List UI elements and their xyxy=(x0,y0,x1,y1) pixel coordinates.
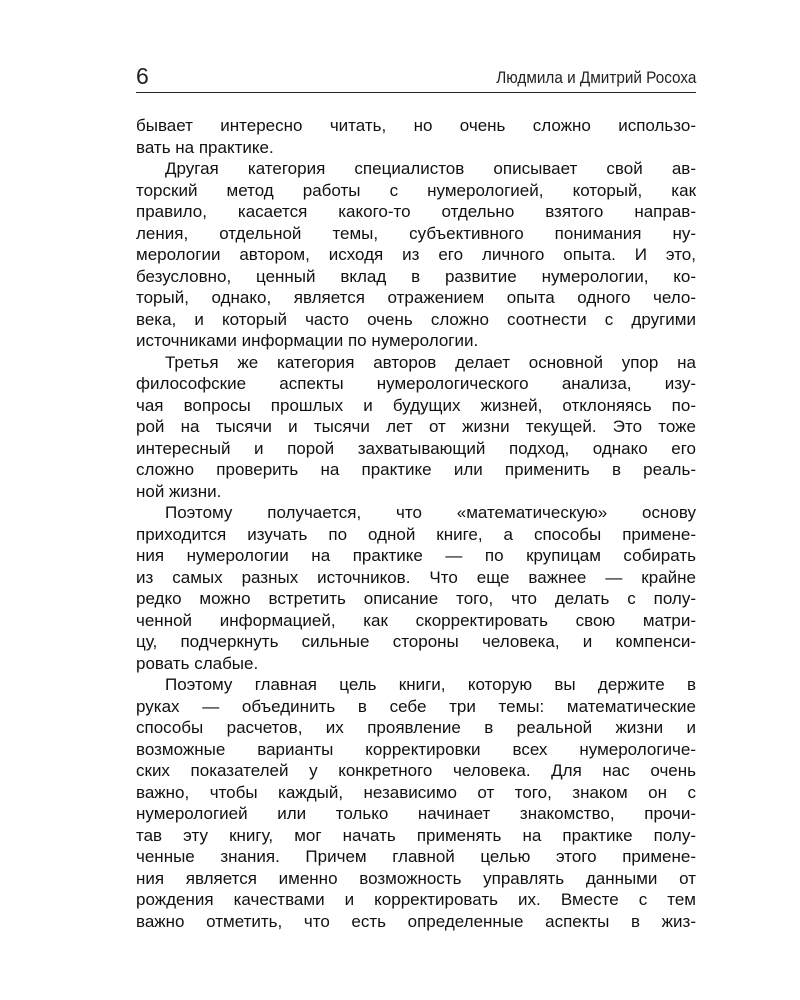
text-line: Поэтому получается, что «математическую» основу xyxy=(165,503,696,522)
body-text xyxy=(136,115,696,932)
text-line: способы расчетов, их проявление в реальной жизни и xyxy=(136,718,696,737)
text-line: Поэтому главная цель книги, которую вы держите в xyxy=(165,675,696,694)
page-header xyxy=(136,62,696,93)
text-line: ровать слабые. xyxy=(136,653,259,673)
paragraph xyxy=(136,674,696,932)
paragraph xyxy=(136,352,696,503)
text-line: сложно проверить на практике или применить в реаль- xyxy=(136,460,696,479)
text-line: цу, подчеркнуть сильные стороны человека, и компенси- xyxy=(136,632,696,651)
text-line: из самых разных источников. Что еще важнее — крайне xyxy=(136,567,696,587)
text-line: тав эту книгу, мог начать применять на практике полу- xyxy=(136,825,696,845)
paragraph xyxy=(136,502,696,674)
text-line: Другая категория специалистов описывает свой ав- xyxy=(165,159,696,178)
text-line: ления, отдельной темы, субъективного понимания ну- xyxy=(136,223,696,243)
text-line: рой на тысячи и тысячи лет от жизни текущей. Это тоже xyxy=(136,417,696,436)
text-line: важно, чтобы каждый, независимо от того, знаком он с xyxy=(136,782,696,802)
page-number: 6 xyxy=(136,63,149,89)
text-line: важно отметить, что есть определенные аспекты в жиз- xyxy=(136,911,696,931)
text-line: века, и который часто очень сложно соотнести с другими xyxy=(136,309,696,329)
text-line: мерологии автором, исходя из его личного опыта. И это, xyxy=(136,245,696,264)
book-page xyxy=(136,62,696,932)
running-head: Людмила и Дмитрий Росоха xyxy=(495,68,696,87)
text-line: нумерологией или только начинает знакомство, прочи- xyxy=(136,804,696,823)
text-line: правило, касается какого-то отдельно взятого направ- xyxy=(136,202,696,221)
text-line: чая вопросы прошлых и будущих жизней, отклоняясь по- xyxy=(136,395,696,415)
paragraph xyxy=(136,115,696,158)
text-line: ских показателей у конкретного человека. Для нас очень xyxy=(136,761,696,780)
text-line: возможные варианты корректировки всех нумерологиче- xyxy=(136,739,696,759)
text-line: ной жизни. xyxy=(136,481,222,501)
text-line: Третья же категория авторов делает основной упор на xyxy=(165,352,696,372)
text-line: ченные знания. Причем главной целью этого примене- xyxy=(136,847,696,866)
text-line: приходится изучать по одной книге, а способы примене- xyxy=(136,524,696,544)
text-line: ченной информацией, как скорректировать свою матри- xyxy=(136,610,696,630)
text-line: интересный и порой захватывающий подход, однако его xyxy=(136,438,696,458)
text-line: безусловно, ценный вклад в развитие нумерологии, ко- xyxy=(136,266,696,286)
text-line: торский метод работы с нумерологией, который, как xyxy=(136,180,696,200)
paragraph xyxy=(136,158,696,352)
text-line: рождения качествами и корректировать их. Вместе с тем xyxy=(136,890,696,909)
text-line: ния является именно возможность управлять данными от xyxy=(136,868,696,888)
text-line: вать на практике. xyxy=(136,137,274,157)
text-line: источниками информации по нумерологии. xyxy=(136,331,479,350)
text-line: ния нумерологии на практике — по крупицам собирать xyxy=(136,546,696,565)
text-line: торый, однако, является отражением опыта одного чело- xyxy=(136,288,696,307)
text-line: руках — объединить в себе три темы: математические xyxy=(136,696,696,716)
text-line: бывает интересно читать, но очень сложно использо- xyxy=(136,116,696,135)
text-line: философские аспекты нумерологического анализа, изу- xyxy=(136,374,696,393)
text-line: редко можно встретить описание того, что делать с полу- xyxy=(136,589,696,608)
